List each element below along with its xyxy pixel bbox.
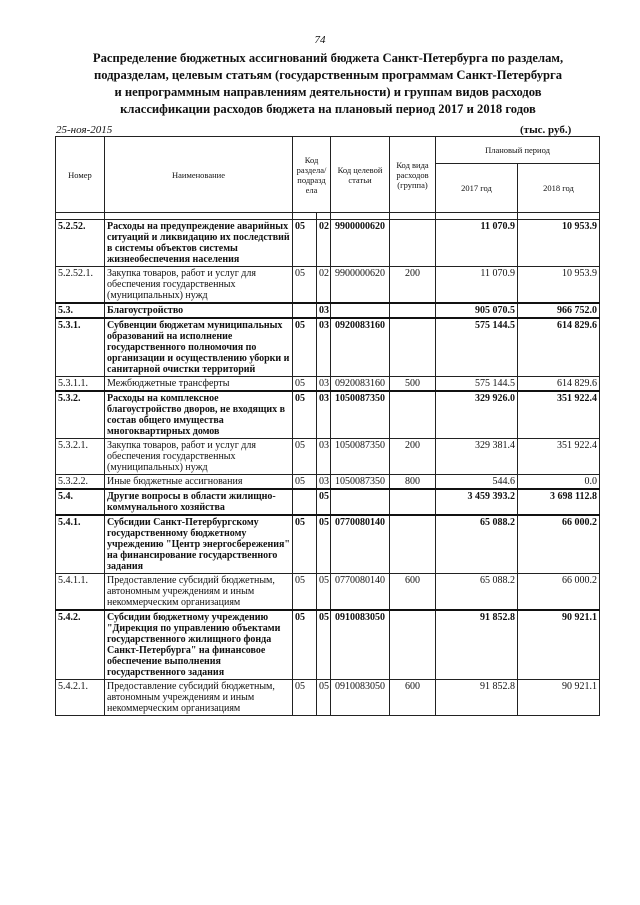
title-line: классификации расходов бюджета на плановый период 2017 и 2018 годов: [120, 102, 536, 116]
row-value-2018: 966 752.0: [518, 303, 600, 318]
row-expense-code: 200: [390, 439, 436, 475]
row-value-2018: 90 921.1: [518, 610, 600, 680]
row-number: 5.2.52.1.: [56, 267, 105, 304]
row-section-code: 05: [293, 515, 317, 574]
header-planned-period: Плановый период: [436, 137, 600, 164]
row-value-2018: 351 922.4: [518, 439, 600, 475]
row-value-2017: 575 144.5: [436, 377, 518, 392]
row-number: 5.3.1.1.: [56, 377, 105, 392]
row-target-code: 0910083050: [331, 680, 390, 716]
row-target-code: 9900000620: [331, 220, 390, 267]
title-line: подразделам, целевым статьям (государственным программам Санкт-Петербурга: [93, 68, 563, 82]
row-name: Межбюджетные трансферты: [105, 377, 293, 392]
row-name: Благоустройство: [105, 303, 293, 318]
row-subsection-code: 05: [317, 489, 331, 515]
row-expense-code: 800: [390, 475, 436, 490]
row-subsection-code: 05: [317, 515, 331, 574]
budget-table: [55, 136, 600, 716]
row-expense-code: [390, 515, 436, 574]
row-target-code: 0770080140: [331, 515, 390, 574]
row-subsection-code: 03: [317, 439, 331, 475]
units-label: (тыс. руб.): [520, 124, 572, 136]
row-section-code: 05: [293, 610, 317, 680]
row-target-code: 0910083050: [331, 610, 390, 680]
row-number: 5.3.2.: [56, 391, 105, 439]
title-line: Распределение бюджетных ассигнований бюджета Санкт-Петербурга по разделам,: [92, 51, 564, 65]
row-subsection-code: 03: [317, 318, 331, 377]
table-row: [56, 303, 600, 318]
row-name: Предоставление субсидий бюджетным, автономным учреждениям и иным некоммерческим организациям: [105, 574, 293, 611]
row-subsection-code: 02: [317, 267, 331, 304]
table-row: [56, 439, 600, 475]
row-name: Субсидии бюджетному учреждению "Дирекция по управлению объектами государственного жилищного фонда Санкт-Петербурга" на финансовое обеспечение выполнения государственного задания: [105, 610, 293, 680]
table-row: [56, 574, 600, 611]
row-section-code: 05: [293, 391, 317, 439]
row-section-code: 05: [293, 475, 317, 490]
table-row: [56, 391, 600, 439]
row-section-code: 05: [293, 220, 317, 267]
row-value-2018: 614 829.6: [518, 377, 600, 392]
row-value-2017: 65 088.2: [436, 515, 518, 574]
row-value-2017: 91 852.8: [436, 610, 518, 680]
row-expense-code: [390, 489, 436, 515]
row-number: 5.2.52.: [56, 220, 105, 267]
page-number: 74: [314, 34, 326, 46]
row-name: Предоставление субсидий бюджетным, автономным учреждениям и иным некоммерческим организациям: [105, 680, 293, 716]
row-value-2017: 329 381.4: [436, 439, 518, 475]
row-subsection-code: 02: [317, 220, 331, 267]
row-value-2017: 11 070.9: [436, 267, 518, 304]
row-target-code: [331, 303, 390, 318]
row-value-2018: 10 953.9: [518, 220, 600, 267]
table-row: [56, 475, 600, 490]
row-number: 5.4.1.: [56, 515, 105, 574]
row-number: 5.3.: [56, 303, 105, 318]
row-expense-code: 600: [390, 574, 436, 611]
row-number: 5.4.1.1.: [56, 574, 105, 611]
row-section-code: 05: [293, 377, 317, 392]
row-expense-code: 600: [390, 680, 436, 716]
row-name: Субсидии Санкт-Петербургскому государственному бюджетному учреждению "Центр энергосбережения" на финансирование государственного задания: [105, 515, 293, 574]
row-section-code: 05: [293, 267, 317, 304]
row-value-2017: 905 070.5: [436, 303, 518, 318]
header-year-2018: 2018 год: [518, 164, 600, 213]
document-date: 25-ноя-2015: [56, 124, 113, 136]
header-target-code: Код целевой статьи: [331, 137, 390, 213]
row-section-code: [293, 303, 317, 318]
row-target-code: 1050087350: [331, 439, 390, 475]
row-value-2017: 575 144.5: [436, 318, 518, 377]
row-target-code: [331, 489, 390, 515]
row-value-2017: 329 926.0: [436, 391, 518, 439]
row-value-2017: 65 088.2: [436, 574, 518, 611]
row-expense-code: 500: [390, 377, 436, 392]
row-subsection-code: 03: [317, 391, 331, 439]
row-expense-code: [390, 391, 436, 439]
row-name: Расходы на предупреждение аварийных ситуаций и ликвидацию их последствий в системы объектов системы жизнеобеспечения населения: [105, 220, 293, 267]
row-name: Расходы на комплексное благоустройство дворов, не входящих в состав общего имущества многоквартирных домов: [105, 391, 293, 439]
row-subsection-code: 03: [317, 303, 331, 318]
row-number: 5.4.2.1.: [56, 680, 105, 716]
row-value-2018: 66 000.2: [518, 574, 600, 611]
row-section-code: 05: [293, 574, 317, 611]
row-value-2017: 544.6: [436, 475, 518, 490]
row-subsection-code: 03: [317, 377, 331, 392]
header-name: Наименование: [105, 137, 293, 213]
row-number: 5.3.2.2.: [56, 475, 105, 490]
row-number: 5.3.1.: [56, 318, 105, 377]
row-target-code: 1050087350: [331, 475, 390, 490]
table-body: [56, 213, 600, 716]
row-section-code: 05: [293, 439, 317, 475]
row-subsection-code: 05: [317, 680, 331, 716]
row-section-code: 05: [293, 680, 317, 716]
row-value-2017: 3 459 393.2: [436, 489, 518, 515]
row-value-2018: 614 829.6: [518, 318, 600, 377]
row-subsection-code: 05: [317, 574, 331, 611]
row-value-2017: 11 070.9: [436, 220, 518, 267]
title-line: и непрограммным направлениям деятельности) и группам видов расходов: [114, 85, 542, 99]
row-expense-code: [390, 303, 436, 318]
table-row: [56, 220, 600, 267]
row-value-2018: 0.0: [518, 475, 600, 490]
row-expense-code: 200: [390, 267, 436, 304]
row-name: Субвенции бюджетам муниципальных образований на исполнение государственного полномочия по организации и осуществлению уборки и санитарной очистки территорий: [105, 318, 293, 377]
table-row: [56, 489, 600, 515]
table-row: [56, 680, 600, 716]
row-name: Иные бюджетные ассигнования: [105, 475, 293, 490]
row-value-2017: 91 852.8: [436, 680, 518, 716]
header-section-code: Код раздела/ подразд ела: [293, 137, 331, 213]
document-title: [58, 50, 598, 118]
row-value-2018: 10 953.9: [518, 267, 600, 304]
table-row: [56, 267, 600, 304]
row-expense-code: [390, 318, 436, 377]
table-spacer-row: [56, 213, 600, 220]
header-number: Номер: [56, 137, 105, 213]
row-name: Другие вопросы в области жилищно-коммунального хозяйства: [105, 489, 293, 515]
table-row: [56, 318, 600, 377]
table-row: [56, 515, 600, 574]
row-number: 5.4.2.: [56, 610, 105, 680]
row-target-code: 1050087350: [331, 391, 390, 439]
row-target-code: 0770080140: [331, 574, 390, 611]
table-row: [56, 610, 600, 680]
header-year-2017: 2017 год: [436, 164, 518, 213]
row-value-2018: 3 698 112.8: [518, 489, 600, 515]
row-name: Закупка товаров, работ и услуг для обеспечения государственных (муниципальных) нужд: [105, 267, 293, 304]
header-expense-code: Код вида расходов (группа): [390, 137, 436, 213]
row-target-code: 0920083160: [331, 377, 390, 392]
row-value-2018: 351 922.4: [518, 391, 600, 439]
row-name: Закупка товаров, работ и услуг для обеспечения государственных (муниципальных) нужд: [105, 439, 293, 475]
row-expense-code: [390, 610, 436, 680]
row-number: 5.4.: [56, 489, 105, 515]
row-subsection-code: 05: [317, 610, 331, 680]
row-section-code: 05: [293, 318, 317, 377]
row-value-2018: 90 921.1: [518, 680, 600, 716]
row-expense-code: [390, 220, 436, 267]
table-row: [56, 377, 600, 392]
row-subsection-code: 03: [317, 475, 331, 490]
row-target-code: 0920083160: [331, 318, 390, 377]
row-section-code: [293, 489, 317, 515]
row-value-2018: 66 000.2: [518, 515, 600, 574]
row-number: 5.3.2.1.: [56, 439, 105, 475]
row-target-code: 9900000620: [331, 267, 390, 304]
